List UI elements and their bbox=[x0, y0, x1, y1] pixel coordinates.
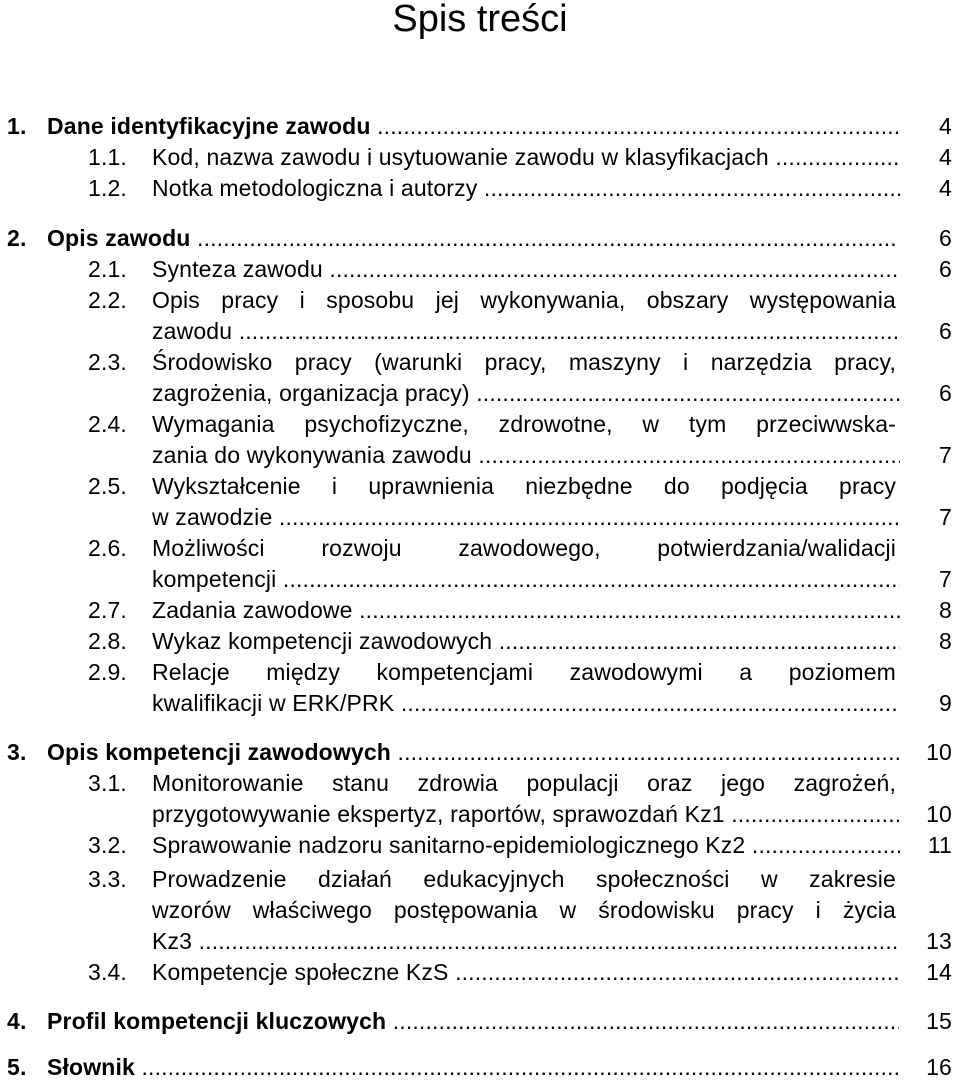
toc-entry-title: Wymagania psychofizyczne, zdrowotne, w tym przeciwwska- bbox=[152, 411, 896, 437]
toc-entry-number: 3.1. bbox=[88, 770, 127, 796]
toc-entry-number: 3.4. bbox=[88, 959, 127, 985]
toc-entry-title-continued: Kz3 ..... bbox=[152, 926, 900, 957]
toc-page-number: 8 bbox=[939, 597, 952, 623]
toc-entry-number: 2.5. bbox=[88, 473, 127, 499]
toc-entry-title: Wykształcenie i uprawnienia niezbędne do podjęcia pracy bbox=[152, 473, 896, 499]
toc-entry-title-continued: zagrożenia, organizacja pracy) ..... bbox=[152, 378, 900, 409]
toc-entry-title: Środowisko pracy (warunki pracy, maszyny i narzędzia pracy, bbox=[152, 349, 896, 375]
toc-entry-title: Synteza zawodu ..... bbox=[152, 254, 900, 285]
toc-page-number: 8 bbox=[939, 628, 952, 654]
toc-entry-title: Notka metodologiczna i autorzy ..... bbox=[152, 173, 900, 204]
toc-page-number: 4 bbox=[939, 113, 952, 139]
toc-entry-title-continued: przygotowywanie ekspertyz, raportów, sprawozdań Kz1 ..... bbox=[152, 799, 900, 830]
toc-entry-number: 2.9. bbox=[88, 659, 127, 685]
toc-entry-number: 1.1. bbox=[88, 144, 127, 170]
toc-entry-number: 5. bbox=[7, 1054, 27, 1080]
toc-entry-title-continued: w zawodzie ..... bbox=[152, 502, 900, 533]
toc-entry-number: 3.2. bbox=[88, 832, 127, 858]
toc-entry-title: Kompetencje społeczne KzS ..... bbox=[152, 957, 900, 988]
toc-entry-number: 1. bbox=[7, 113, 27, 139]
toc-entry-number: 2.6. bbox=[88, 535, 127, 561]
toc-page-number: 6 bbox=[939, 256, 952, 282]
toc-entry-title: Profil kompetencji kluczowych ..... bbox=[47, 1006, 899, 1037]
toc-page-number: 15 bbox=[926, 1008, 952, 1034]
toc-entry-number: 2.4. bbox=[88, 411, 127, 437]
toc-entry-title: Sprawowanie nadzoru sanitarno-epidemiologicznego Kz2 ..... bbox=[152, 830, 900, 861]
toc-page-number: 13 bbox=[926, 928, 952, 954]
toc-entry-number: 2. bbox=[7, 225, 27, 251]
toc-page-number: 6 bbox=[939, 318, 952, 344]
toc-entry-number: 2.8. bbox=[88, 628, 127, 654]
toc-page-number: 9 bbox=[939, 690, 952, 716]
toc-page-number: 11 bbox=[927, 832, 952, 858]
toc-page-number: 6 bbox=[939, 225, 952, 251]
toc-entry-title: Opis kompetencji zawodowych ..... bbox=[47, 737, 899, 768]
toc-entry-title: Słownik ..... bbox=[47, 1052, 899, 1083]
toc-entry-title-continued: wzorów właściwego postępowania w środowisku pracy i życia bbox=[152, 897, 896, 923]
toc-page-number: 7 bbox=[939, 566, 952, 592]
page-title: Spis treści bbox=[392, 0, 568, 40]
toc-entry-title-continued: zawodu ..... bbox=[152, 316, 900, 347]
toc-page-number: 16 bbox=[926, 1054, 952, 1080]
toc-entry-title: Kod, nazwa zawodu i usytuowanie zawodu w klasyfikacjach ..... bbox=[152, 142, 900, 173]
toc-page-number: 7 bbox=[939, 442, 952, 468]
toc-entry-title: Monitorowanie stanu zdrowia populacji oraz jego zagrożeń, bbox=[152, 770, 896, 796]
toc-entry-number: 2.1. bbox=[88, 256, 127, 282]
toc-entry-title-continued: kompetencji ..... bbox=[152, 564, 900, 595]
toc-entry-title: Zadania zawodowe ..... bbox=[152, 595, 900, 626]
toc-entry-title: Dane identyfikacyjne zawodu ..... bbox=[47, 111, 899, 142]
toc-entry-number: 2.2. bbox=[88, 287, 127, 313]
toc-page-number: 4 bbox=[939, 175, 952, 201]
toc-entry-title: Wykaz kompetencji zawodowych ..... bbox=[152, 626, 900, 657]
toc-entry-title: Prowadzenie działań edukacyjnych społeczności w zakresie bbox=[152, 866, 896, 892]
toc-entry-title: Opis zawodu ..... bbox=[47, 223, 899, 254]
toc-entry-number: 2.3. bbox=[88, 349, 127, 375]
toc-entry-title-continued: kwalifikacji w ERK/PRK ..... bbox=[152, 688, 900, 719]
toc-entry-number: 2.7. bbox=[88, 597, 127, 623]
toc-page-number: 6 bbox=[939, 380, 952, 406]
toc-entry-title: Relacje między kompetencjami zawodowymi a poziomem bbox=[152, 659, 896, 685]
toc-page-number: 4 bbox=[939, 144, 952, 170]
toc-page-number: 10 bbox=[926, 739, 952, 765]
toc-entry-number: 3. bbox=[7, 739, 27, 765]
toc-entry-title: Opis pracy i sposobu jej wykonywania, obszary występowania bbox=[152, 287, 896, 313]
toc-page-number: 7 bbox=[939, 504, 952, 530]
toc-entry-number: 3.3. bbox=[88, 866, 127, 892]
toc-entry-number: 4. bbox=[7, 1008, 27, 1034]
toc-entry-title: Możliwości rozwoju zawodowego, potwierdzania/walidacji bbox=[152, 535, 896, 561]
toc-page-number: 14 bbox=[926, 959, 952, 985]
toc-entry-number: 1.2. bbox=[88, 175, 127, 201]
toc-page-number: 10 bbox=[926, 801, 952, 827]
toc-entry-title-continued: zania do wykonywania zawodu ..... bbox=[152, 440, 900, 471]
